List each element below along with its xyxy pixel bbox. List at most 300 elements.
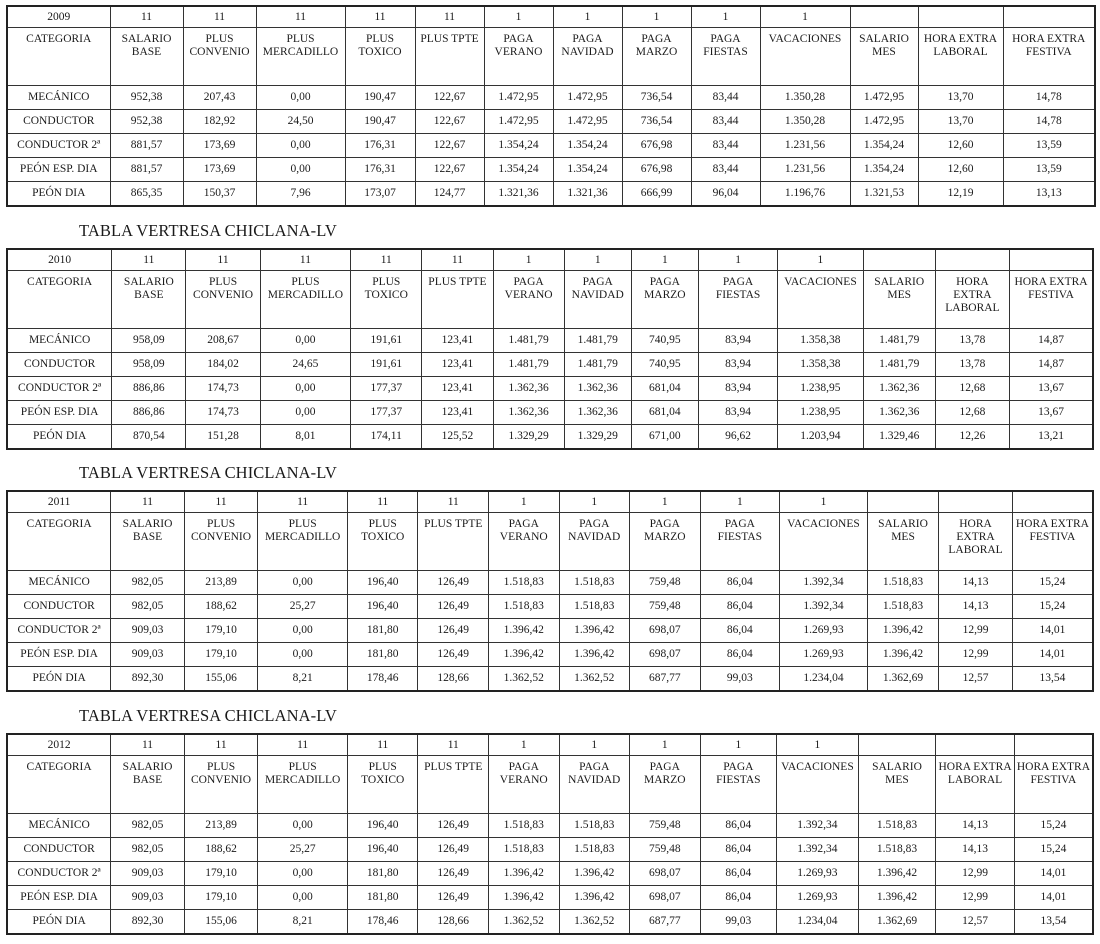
value-cell: 181,80 xyxy=(347,862,418,886)
column-header: PLUS CONVENIO xyxy=(184,513,258,571)
value-cell: 1.350,28 xyxy=(760,110,850,134)
value-cell: 13,59 xyxy=(1003,158,1095,182)
column-header: PAGA MARZO xyxy=(622,28,691,86)
value-cell: 123,41 xyxy=(422,401,493,425)
value-cell: 1.396,42 xyxy=(858,862,936,886)
value-cell: 1.269,93 xyxy=(777,862,859,886)
value-cell: 188,62 xyxy=(184,595,258,619)
column-header: PLUS TPTE xyxy=(415,28,484,86)
value-cell: 13,78 xyxy=(935,353,1009,377)
value-cell: 1.362,69 xyxy=(867,667,939,692)
value-cell: 179,10 xyxy=(184,619,258,643)
value-cell: 83,94 xyxy=(698,401,777,425)
value-cell: 0,00 xyxy=(258,571,348,595)
table-row xyxy=(7,886,1093,910)
value-cell: 1.392,34 xyxy=(777,814,859,838)
value-cell: 155,06 xyxy=(184,667,258,692)
value-cell: 12,60 xyxy=(918,134,1003,158)
value-cell: 1.354,24 xyxy=(484,158,553,182)
value-cell: 0,00 xyxy=(256,86,345,110)
count-cell: 1 xyxy=(631,249,698,271)
value-cell: 177,37 xyxy=(351,401,422,425)
value-cell: 96,62 xyxy=(698,425,777,450)
column-header: HORA EXTRA FESTIVA xyxy=(1003,28,1095,86)
value-cell: 13,54 xyxy=(1014,910,1093,935)
count-cell: 11 xyxy=(351,249,422,271)
value-cell: 151,28 xyxy=(186,425,260,450)
count-cell: 1 xyxy=(559,491,630,513)
value-cell: 1.231,56 xyxy=(760,134,850,158)
value-cell: 126,49 xyxy=(418,619,489,643)
count-cell xyxy=(863,249,935,271)
value-cell: 1.481,79 xyxy=(493,353,564,377)
value-cell: 1.329,29 xyxy=(493,425,564,450)
value-cell: 174,11 xyxy=(351,425,422,450)
column-header: PLUS TOXICO xyxy=(347,513,418,571)
category-cell: MECÁNICO xyxy=(7,329,112,353)
table-title: TABLA VERTRESA CHICLANA-LV xyxy=(79,221,337,240)
column-header: PLUS CONVENIO xyxy=(186,271,260,329)
column-header: PLUS TPTE xyxy=(418,513,489,571)
column-header: SALARIO BASE xyxy=(112,271,186,329)
header-row xyxy=(7,513,1093,571)
value-cell: 122,67 xyxy=(415,134,484,158)
count-cell: 11 xyxy=(184,734,258,756)
value-cell: 14,13 xyxy=(939,571,1013,595)
count-cell: 11 xyxy=(347,491,418,513)
column-header: PAGA NAVIDAD xyxy=(559,513,630,571)
column-header: PLUS MERCADILLO xyxy=(256,28,345,86)
column-header: CATEGORIA xyxy=(7,28,110,86)
column-header: PLUS TPTE xyxy=(418,756,489,814)
value-cell: 208,67 xyxy=(186,329,260,353)
value-cell: 13,13 xyxy=(1003,182,1095,207)
value-cell: 126,49 xyxy=(418,814,489,838)
year-cell: 2012 xyxy=(7,734,111,756)
column-header: PAGA FIESTAS xyxy=(698,271,777,329)
value-cell: 14,78 xyxy=(1003,86,1095,110)
value-cell: 1.362,36 xyxy=(493,401,564,425)
count-cell: 1 xyxy=(553,6,622,28)
count-cell: 11 xyxy=(184,491,258,513)
value-cell: 176,31 xyxy=(345,134,415,158)
count-cell: 1 xyxy=(489,734,560,756)
category-cell: PEÓN ESP. DIA xyxy=(7,401,112,425)
value-cell: 1.196,76 xyxy=(760,182,850,207)
count-row xyxy=(7,6,1095,28)
value-cell: 1.321,36 xyxy=(553,182,622,207)
table-row xyxy=(7,86,1095,110)
value-cell: 96,04 xyxy=(691,182,760,207)
value-cell: 182,92 xyxy=(183,110,256,134)
value-cell: 1.234,04 xyxy=(777,910,859,935)
value-cell: 1.354,24 xyxy=(553,134,622,158)
value-cell: 1.269,93 xyxy=(777,886,859,910)
value-cell: 759,48 xyxy=(630,838,701,862)
table-row xyxy=(7,643,1093,667)
value-cell: 13,70 xyxy=(918,86,1003,110)
column-header: PAGA NAVIDAD xyxy=(564,271,631,329)
column-header: SALARIO BASE xyxy=(111,513,185,571)
count-cell xyxy=(867,491,939,513)
value-cell: 181,80 xyxy=(347,886,418,910)
column-header: HORA EXTRA LABORAL xyxy=(918,28,1003,86)
column-header: PLUS CONVENIO xyxy=(183,28,256,86)
value-cell: 126,49 xyxy=(418,595,489,619)
value-cell: 952,38 xyxy=(110,86,183,110)
value-cell: 1.392,34 xyxy=(777,838,859,862)
table-title: TABLA VERTRESA CHICLANA-LV xyxy=(79,706,337,725)
column-header: HORA EXTRA FESTIVA xyxy=(1012,513,1093,571)
value-cell: 126,49 xyxy=(418,838,489,862)
header-row xyxy=(7,271,1093,329)
column-header: PAGA FIESTAS xyxy=(700,756,777,814)
column-header: HORA EXTRA LABORAL xyxy=(939,513,1013,571)
count-cell xyxy=(918,6,1003,28)
count-cell xyxy=(1003,6,1095,28)
value-cell: 1.358,38 xyxy=(778,353,863,377)
column-header: SALARIO BASE xyxy=(111,756,185,814)
count-cell: 11 xyxy=(418,734,489,756)
value-cell: 86,04 xyxy=(700,619,780,643)
value-cell: 1.231,56 xyxy=(760,158,850,182)
value-cell: 15,24 xyxy=(1012,595,1093,619)
count-cell: 1 xyxy=(700,491,780,513)
value-cell: 1.238,95 xyxy=(778,401,863,425)
count-cell: 1 xyxy=(559,734,630,756)
value-cell: 0,00 xyxy=(258,619,348,643)
value-cell: 176,31 xyxy=(345,158,415,182)
value-cell: 86,04 xyxy=(700,838,777,862)
count-cell: 1 xyxy=(780,491,868,513)
table-row xyxy=(7,910,1093,935)
table-row xyxy=(7,110,1095,134)
value-cell: 886,86 xyxy=(112,377,186,401)
count-cell: 1 xyxy=(698,249,777,271)
count-cell: 11 xyxy=(258,734,348,756)
value-cell: 1.362,36 xyxy=(493,377,564,401)
value-cell: 86,04 xyxy=(700,862,777,886)
header-row xyxy=(7,756,1093,814)
value-cell: 671,00 xyxy=(631,425,698,450)
value-cell: 83,94 xyxy=(698,377,777,401)
column-header: SALARIO MES xyxy=(850,28,918,86)
count-cell: 1 xyxy=(778,249,863,271)
value-cell: 213,89 xyxy=(184,814,258,838)
count-cell: 1 xyxy=(630,734,701,756)
value-cell: 128,66 xyxy=(418,667,489,692)
value-cell: 178,46 xyxy=(347,910,418,935)
value-cell: 1.269,93 xyxy=(780,619,868,643)
count-cell xyxy=(935,249,1009,271)
column-header: PAGA FIESTAS xyxy=(700,513,780,571)
value-cell: 196,40 xyxy=(347,814,418,838)
value-cell: 1.362,52 xyxy=(559,667,630,692)
value-cell: 0,00 xyxy=(256,158,345,182)
value-cell: 1.396,42 xyxy=(489,862,560,886)
count-row xyxy=(7,734,1093,756)
count-cell xyxy=(1012,491,1093,513)
category-cell: PEÓN ESP. DIA xyxy=(7,643,111,667)
value-cell: 196,40 xyxy=(347,571,418,595)
value-cell: 676,98 xyxy=(622,158,691,182)
column-header: HORA EXTRA LABORAL xyxy=(936,756,1015,814)
value-cell: 1.472,95 xyxy=(553,110,622,134)
value-cell: 0,00 xyxy=(258,814,348,838)
table-row xyxy=(7,425,1093,450)
value-cell: 1.396,42 xyxy=(559,619,630,643)
value-cell: 0,00 xyxy=(260,377,351,401)
count-cell: 11 xyxy=(345,6,415,28)
category-cell: PEÓN ESP. DIA xyxy=(7,886,111,910)
value-cell: 759,48 xyxy=(630,814,701,838)
category-cell: PEÓN DIA xyxy=(7,425,112,450)
value-cell: 1.354,24 xyxy=(484,134,553,158)
value-cell: 196,40 xyxy=(347,838,418,862)
header-row xyxy=(7,28,1095,86)
count-cell: 1 xyxy=(691,6,760,28)
value-cell: 1.518,83 xyxy=(858,838,936,862)
value-cell: 83,44 xyxy=(691,86,760,110)
value-cell: 86,04 xyxy=(700,814,777,838)
value-cell: 7,96 xyxy=(256,182,345,207)
value-cell: 125,52 xyxy=(422,425,493,450)
column-header: VACACIONES xyxy=(780,513,868,571)
table-row xyxy=(7,571,1093,595)
value-cell: 173,07 xyxy=(345,182,415,207)
category-cell: CONDUCTOR xyxy=(7,353,112,377)
column-header: PAGA VERANO xyxy=(489,513,560,571)
value-cell: 174,73 xyxy=(186,377,260,401)
count-cell: 11 xyxy=(258,491,348,513)
value-cell: 1.203,94 xyxy=(778,425,863,450)
value-cell: 14,01 xyxy=(1012,619,1093,643)
value-cell: 687,77 xyxy=(630,667,701,692)
value-cell: 99,03 xyxy=(700,910,777,935)
count-cell: 11 xyxy=(422,249,493,271)
value-cell: 1.472,95 xyxy=(553,86,622,110)
value-cell: 25,27 xyxy=(258,838,348,862)
value-cell: 1.518,83 xyxy=(867,595,939,619)
salary-table xyxy=(6,733,1094,935)
value-cell: 173,69 xyxy=(183,158,256,182)
value-cell: 698,07 xyxy=(630,862,701,886)
column-header: HORA EXTRA FESTIVA xyxy=(1014,756,1093,814)
column-header: PLUS TPTE xyxy=(422,271,493,329)
count-cell: 11 xyxy=(418,491,489,513)
value-cell: 15,24 xyxy=(1014,814,1093,838)
value-cell: 1.392,34 xyxy=(780,571,868,595)
table-row xyxy=(7,667,1093,692)
column-header: SALARIO MES xyxy=(867,513,939,571)
value-cell: 8,21 xyxy=(258,667,348,692)
category-cell: CONDUCTOR xyxy=(7,838,111,862)
column-header: PAGA FIESTAS xyxy=(691,28,760,86)
value-cell: 687,77 xyxy=(630,910,701,935)
value-cell: 14,01 xyxy=(1014,886,1093,910)
value-cell: 1.472,95 xyxy=(484,110,553,134)
value-cell: 881,57 xyxy=(110,158,183,182)
value-cell: 1.362,36 xyxy=(863,401,935,425)
value-cell: 12,19 xyxy=(918,182,1003,207)
value-cell: 123,41 xyxy=(422,353,493,377)
value-cell: 213,89 xyxy=(184,571,258,595)
value-cell: 1.354,24 xyxy=(850,134,918,158)
value-cell: 14,78 xyxy=(1003,110,1095,134)
year-cell: 2011 xyxy=(7,491,111,513)
value-cell: 865,35 xyxy=(110,182,183,207)
value-cell: 1.481,79 xyxy=(863,353,935,377)
value-cell: 1.518,83 xyxy=(858,814,936,838)
value-cell: 698,07 xyxy=(630,643,701,667)
value-cell: 123,41 xyxy=(422,329,493,353)
column-header: PAGA NAVIDAD xyxy=(553,28,622,86)
value-cell: 173,69 xyxy=(183,134,256,158)
category-cell: PEÓN DIA xyxy=(7,182,110,207)
value-cell: 177,37 xyxy=(351,377,422,401)
value-cell: 759,48 xyxy=(630,571,701,595)
value-cell: 1.396,42 xyxy=(489,886,560,910)
count-cell: 1 xyxy=(484,6,553,28)
value-cell: 184,02 xyxy=(186,353,260,377)
value-cell: 1.396,42 xyxy=(489,643,560,667)
column-header: VACACIONES xyxy=(777,756,859,814)
value-cell: 124,77 xyxy=(415,182,484,207)
value-cell: 83,44 xyxy=(691,158,760,182)
value-cell: 12,57 xyxy=(936,910,1015,935)
value-cell: 24,65 xyxy=(260,353,351,377)
column-header: PLUS TOXICO xyxy=(345,28,415,86)
value-cell: 909,03 xyxy=(111,643,185,667)
count-cell: 11 xyxy=(347,734,418,756)
value-cell: 0,00 xyxy=(260,329,351,353)
value-cell: 190,47 xyxy=(345,110,415,134)
column-header: CATEGORIA xyxy=(7,271,112,329)
value-cell: 1.362,52 xyxy=(559,910,630,935)
column-header: SALARIO MES xyxy=(863,271,935,329)
category-cell: PEÓN DIA xyxy=(7,667,111,692)
value-cell: 12,99 xyxy=(936,862,1015,886)
value-cell: 1.362,36 xyxy=(564,401,631,425)
table-row xyxy=(7,158,1095,182)
value-cell: 1.518,83 xyxy=(559,838,630,862)
table-row xyxy=(7,377,1093,401)
count-cell: 1 xyxy=(489,491,560,513)
value-cell: 12,57 xyxy=(939,667,1013,692)
salary-table xyxy=(6,5,1096,207)
value-cell: 1.396,42 xyxy=(559,643,630,667)
value-cell: 122,67 xyxy=(415,110,484,134)
value-cell: 123,41 xyxy=(422,377,493,401)
category-cell: MECÁNICO xyxy=(7,86,110,110)
value-cell: 13,70 xyxy=(918,110,1003,134)
value-cell: 83,44 xyxy=(691,134,760,158)
value-cell: 1.472,95 xyxy=(484,86,553,110)
value-cell: 12,68 xyxy=(935,401,1009,425)
value-cell: 909,03 xyxy=(111,619,185,643)
value-cell: 86,04 xyxy=(700,643,780,667)
value-cell: 1.354,24 xyxy=(850,158,918,182)
value-cell: 1.518,83 xyxy=(867,571,939,595)
value-cell: 886,86 xyxy=(112,401,186,425)
value-cell: 14,01 xyxy=(1012,643,1093,667)
value-cell: 191,61 xyxy=(351,329,422,353)
value-cell: 86,04 xyxy=(700,571,780,595)
value-cell: 1.358,38 xyxy=(778,329,863,353)
value-cell: 1.518,83 xyxy=(559,571,630,595)
count-cell: 1 xyxy=(564,249,631,271)
value-cell: 681,04 xyxy=(631,377,698,401)
count-cell: 11 xyxy=(110,6,183,28)
value-cell: 759,48 xyxy=(630,595,701,619)
count-cell: 11 xyxy=(111,491,185,513)
count-cell xyxy=(850,6,918,28)
column-header: PAGA MARZO xyxy=(631,271,698,329)
value-cell: 207,43 xyxy=(183,86,256,110)
count-cell: 1 xyxy=(630,491,701,513)
table-row xyxy=(7,619,1093,643)
value-cell: 1.329,46 xyxy=(863,425,935,450)
value-cell: 681,04 xyxy=(631,401,698,425)
value-cell: 870,54 xyxy=(112,425,186,450)
value-cell: 12,99 xyxy=(936,886,1015,910)
value-cell: 126,49 xyxy=(418,862,489,886)
count-cell: 1 xyxy=(700,734,777,756)
table-row xyxy=(7,862,1093,886)
value-cell: 13,54 xyxy=(1012,667,1093,692)
table-row xyxy=(7,329,1093,353)
value-cell: 1.321,53 xyxy=(850,182,918,207)
value-cell: 86,04 xyxy=(700,886,777,910)
value-cell: 0,00 xyxy=(256,134,345,158)
count-cell xyxy=(858,734,936,756)
column-header: CATEGORIA xyxy=(7,756,111,814)
value-cell: 1.518,83 xyxy=(559,595,630,619)
value-cell: 1.269,93 xyxy=(780,643,868,667)
value-cell: 1.362,36 xyxy=(863,377,935,401)
value-cell: 13,67 xyxy=(1010,401,1093,425)
category-cell: MECÁNICO xyxy=(7,571,111,595)
column-header: PAGA MARZO xyxy=(630,756,701,814)
count-cell: 1 xyxy=(622,6,691,28)
value-cell: 958,09 xyxy=(112,353,186,377)
value-cell: 1.350,28 xyxy=(760,86,850,110)
value-cell: 126,49 xyxy=(418,886,489,910)
value-cell: 13,59 xyxy=(1003,134,1095,158)
count-cell: 1 xyxy=(493,249,564,271)
value-cell: 24,50 xyxy=(256,110,345,134)
value-cell: 196,40 xyxy=(347,595,418,619)
value-cell: 13,67 xyxy=(1010,377,1093,401)
category-cell: CONDUCTOR 2ª xyxy=(7,134,110,158)
table-row xyxy=(7,595,1093,619)
value-cell: 698,07 xyxy=(630,886,701,910)
value-cell: 1.362,52 xyxy=(489,910,560,935)
value-cell: 12,60 xyxy=(918,158,1003,182)
count-cell xyxy=(936,734,1015,756)
year-cell: 2010 xyxy=(7,249,112,271)
value-cell: 1.481,79 xyxy=(493,329,564,353)
column-header: PLUS MERCADILLO xyxy=(260,271,351,329)
category-cell: MECÁNICO xyxy=(7,814,111,838)
count-cell xyxy=(1014,734,1093,756)
table-row xyxy=(7,814,1093,838)
value-cell: 1.329,29 xyxy=(564,425,631,450)
value-cell: 909,03 xyxy=(111,862,185,886)
column-header: PAGA VERANO xyxy=(489,756,560,814)
salary-table-2010 xyxy=(6,248,1094,450)
column-header: PLUS TOXICO xyxy=(351,271,422,329)
